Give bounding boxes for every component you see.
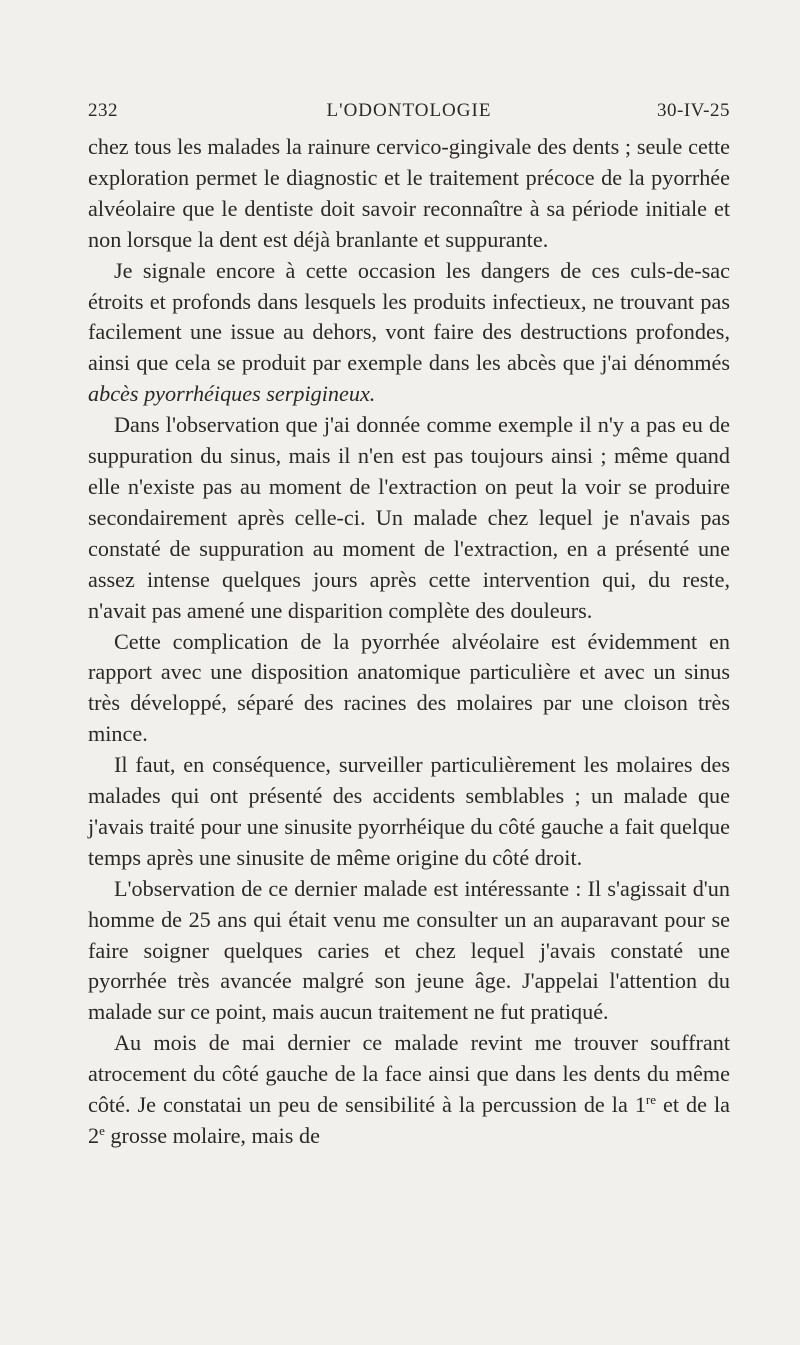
paragraph-5: Il faut, en conséquence, surveiller particulièrement les molaires des malades qui ont présenté des accidents semblables ; un malade que j'avais traité pour une sinusite pyorrhéique du côté gauche a fait quelque temps après une sinusite de même origine du côté droit. (88, 752, 730, 870)
running-header (88, 100, 730, 126)
journal-title: L'ODONTOLOGIE (326, 100, 492, 121)
page-number: 232 (88, 100, 118, 121)
paragraph-1: chez tous les malades la rainure cervico-gingivale des dents ; seule cette exploration permet le diagnostic et le traitement précoce de la pyorrhée alvéolaire que le dentiste doit savoir reconnaître à sa période initiale et non lorsque la dent est déjà branlante et suppurante. (88, 134, 730, 252)
ordinal-first: 1 (634, 1092, 646, 1118)
body-text (88, 132, 730, 1152)
paragraph-6: L'observation de ce dernier malade est intéressante : Il s'agissait d'un homme de 25 ans qui était venu me consulter un an auparavant pour se faire soigner quelques caries et chez lequel j'avais constaté une pyorrhée très avancée malgré son jeune âge. J'appelai l'attention du malade sur ce point, mais aucun traitement ne fut pratiqué. (88, 875, 730, 1025)
paragraph-7-text-c: grosse molaire, mais de (110, 1123, 320, 1148)
paragraph-4: Cette complication de la pyorrhée alvéolaire est évidemment en rapport avec une disposition anatomique particulière et avec un sinus très développé, séparé des racines des molaires par une cloison très mince. (88, 628, 730, 747)
paragraph-7-text-a: Au mois de mai dernier ce malade revint me trouver souffrant atrocement du côté gauche de la face ainsi que dans les dents du même côté. Je constatai un peu de sensibilité à la percussion de la (88, 1030, 730, 1118)
document-page (88, 0, 730, 1345)
paragraph-7 (88, 1028, 730, 1152)
paragraph-7-text-b: et de la (663, 1092, 731, 1118)
paragraph-2 (88, 256, 730, 411)
ordinal-second-suffix: e (99, 1123, 105, 1138)
ordinal-first-suffix: re (645, 1092, 657, 1108)
paragraph-3: Dans l'observation que j'ai donnée comme exemple il n'y a pas eu de suppuration du sinus, mais il n'en est pas toujours ainsi ; même quand elle n'existe pas au moment de l'extraction on peut la voir se produire secondairement après celle-ci. Un malade chez lequel je n'avais pas constaté de suppuration au moment de l'extraction, en a présenté une assez intense quelques jours après cette intervention qui, du reste, n'avait pas amené une disparition complète des douleurs. (88, 412, 730, 623)
ordinal-second: 2 (88, 1123, 100, 1148)
italic-term: abcès pyorrhéiques serpigineux. (88, 381, 376, 407)
issue-date: 30-IV-25 (657, 100, 730, 121)
paragraph-2-text: Je signale encore à cette occasion les dangers de ces culs-de-sac étroits et profonds dans lesquels les produits infectieux, ne trouvant pas facilement une issue au dehors, vont faire des destructions profondes, ainsi que cela se produit par exemple dans les abcès que j'ai dénommés (88, 257, 730, 376)
